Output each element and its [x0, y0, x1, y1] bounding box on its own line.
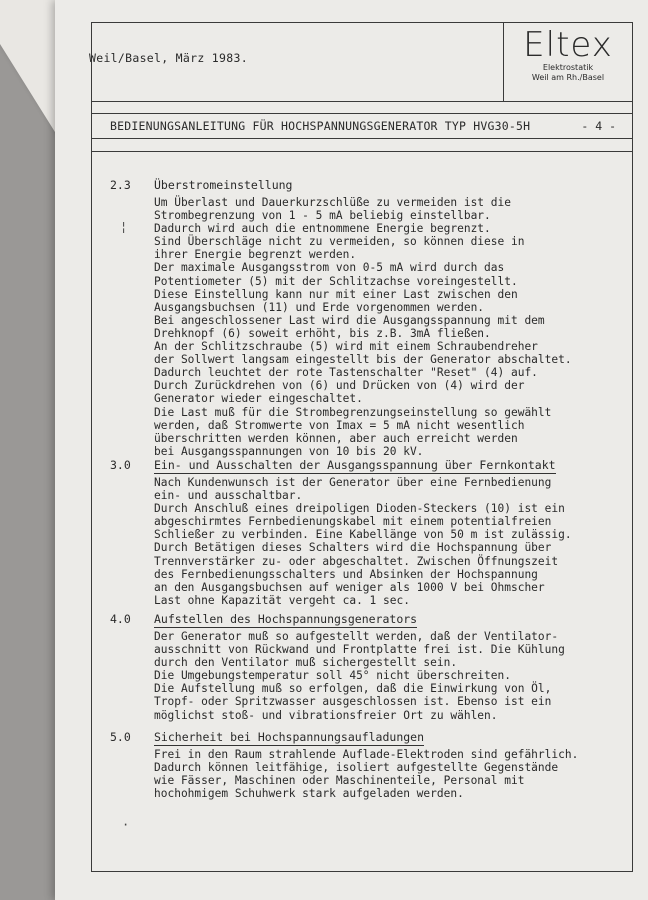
section-title: Sicherheit bei Hochspannungsaufladungen	[154, 730, 425, 744]
content-area	[92, 151, 632, 871]
company-logo	[503, 23, 632, 101]
text-line: Last ohne Kapazität vergeht ca. 1 sec.	[154, 593, 410, 607]
text-line: Strombegrenzung von 1 - 5 mA beliebig einstellbar.	[154, 209, 491, 223]
text-line: Der Generator muß so aufgestellt werden, daß der Ventilator-	[154, 630, 559, 643]
text-line: Durch Anschluß eines dreipoligen Dioden-Steckers (10) ist ein	[154, 502, 565, 516]
text-line: Tropf- oder Spritzwasser ausgeschlossen ist. Ebenso ist ein	[154, 695, 552, 709]
text-line: Um Überlast und Dauerkurzschlüße zu vermeiden ist die	[154, 196, 511, 209]
text-line: Dadurch wird auch die entnommene Energie begrenzt.	[154, 222, 491, 236]
section-number: 4.0	[110, 612, 131, 626]
text-line: Ausgangsbuchsen (11) und Erde vorgenommen werden.	[154, 300, 485, 314]
text-line: bei Ausgangsspannungen von 10 bis 20 kV.	[154, 444, 424, 458]
section-number: 5.0	[110, 730, 131, 744]
text-line: wie Fässer, Maschinen oder Maschinenteile, Personal mit	[154, 774, 525, 788]
text-line: Drehknopf (6) soweit erhöht, bis z.B. 3mA fließen.	[154, 326, 491, 340]
margin-mark: ¦	[120, 220, 128, 234]
section-body	[154, 748, 634, 800]
section-body	[154, 476, 634, 607]
text-line: hochohmigem Schuhwerk stark aufgeladen werden.	[154, 787, 464, 801]
header-row	[89, 23, 632, 102]
section-number: 2.3	[110, 178, 131, 192]
text-line: Trennverstärker zu- oder abgeschaltet. Zwischen Öffnungszeit	[154, 554, 559, 568]
text-line: an den Ausgangsbuchsen auf weniger als 1000 V bei Ohmscher	[154, 580, 545, 594]
text-line: Diese Einstellung kann nur mit einer Last zwischen den	[154, 287, 518, 301]
text-line: überschritten werden können, aber auch erreicht werden	[154, 431, 518, 445]
text-line: Die Last muß für die Strombegrenzungseinstellung so gewählt	[154, 405, 552, 419]
section-body	[154, 630, 634, 722]
text-line: werden, daß Stromwerte von Imax = 5 mA nicht wesentlich	[154, 418, 525, 432]
text-line: abgeschirmtes Fernbedienungskabel mit einem potentialfreien	[154, 515, 552, 529]
text-line: möglichst stoß- und vibrationsfreier Ort zu wählen.	[154, 708, 498, 722]
logo-subtitle-1: Elektrostatik	[542, 63, 594, 72]
text-line: Dadurch leuchtet der rote Tastenschalter "Reset" (4) auf.	[154, 366, 538, 380]
text-line: Generator wieder eingeschaltet.	[154, 392, 363, 406]
section-title: Ein- und Ausschalten der Ausgangsspannung über Fernkontakt	[154, 458, 556, 472]
section-body	[154, 196, 634, 458]
margin-dot: ·	[122, 818, 130, 832]
text-line: ihrer Energie begrenzt werden.	[154, 248, 357, 262]
text-line: Potentiometer (5) mit der Schlitzachse voreingestellt.	[154, 274, 518, 288]
page-number: - 4 -	[581, 119, 616, 133]
text-line: Schließer zu verbinden. Eine Kabellänge von 50 m ist zulässig.	[154, 528, 572, 542]
text-line: Der maximale Ausgangsstrom von 0-5 mA wird durch das	[154, 261, 505, 275]
document-title: BEDIENUNGSANLEITUNG FÜR HOCHSPANNUNGSGENERATOR TYP HVG30-5H	[110, 119, 531, 133]
section-title: Überstromeinstellung	[154, 178, 293, 192]
text-line: Dadurch können leitfähige, isoliert aufgestellte Gegenstände	[154, 761, 559, 775]
text-line: Frei in den Raum strahlende Auflade-Elektroden sind gefährlich.	[154, 748, 579, 761]
text-line: Durch Betätigen dieses Schalters wird die Hochspannung über	[154, 541, 552, 555]
text-line: ein- und ausschaltbar.	[154, 489, 303, 503]
logo-subtitle-2: Weil am Rh./Basel	[531, 73, 605, 82]
text-line: Durch Zurückdrehen von (6) und Drücken von (4) wird der	[154, 379, 525, 393]
text-line: des Fernbedienungsschalters und Absinken der Hochspannung	[154, 567, 538, 581]
section-title: Aufstellen des Hochspannungsgenerators	[154, 612, 418, 626]
text-line: Bei angeschlossener Last wird die Ausgangsspannung mit dem	[154, 313, 545, 327]
text-line: der Sollwert langsam eingestellt bis der Generator abschaltet.	[154, 353, 572, 367]
page-frame	[91, 22, 633, 872]
text-line: Nach Kundenwunsch ist der Generator über eine Fernbedienung	[154, 476, 552, 489]
logo-wordmark: Eltex	[523, 25, 613, 65]
place-date: Weil/Basel, März 1983.	[89, 51, 248, 65]
text-line: Die Aufstellung muß so erfolgen, daß die Einwirkung von Öl,	[154, 682, 552, 696]
section-number: 3.0	[110, 458, 131, 472]
text-line: Sind Überschläge nicht zu vermeiden, so können diese in	[154, 235, 525, 249]
title-bar	[92, 113, 632, 139]
text-line: durch den Ventilator muß sichergestellt sein.	[154, 656, 458, 670]
text-line: Die Umgebungstemperatur soll 45° nicht überschreiten.	[154, 669, 511, 683]
text-line: An der Schlitzschraube (5) wird mit einem Schraubendreher	[154, 340, 538, 354]
text-line: ausschnitt von Rückwand und Frontplatte frei ist. Die Kühlung	[154, 643, 565, 657]
